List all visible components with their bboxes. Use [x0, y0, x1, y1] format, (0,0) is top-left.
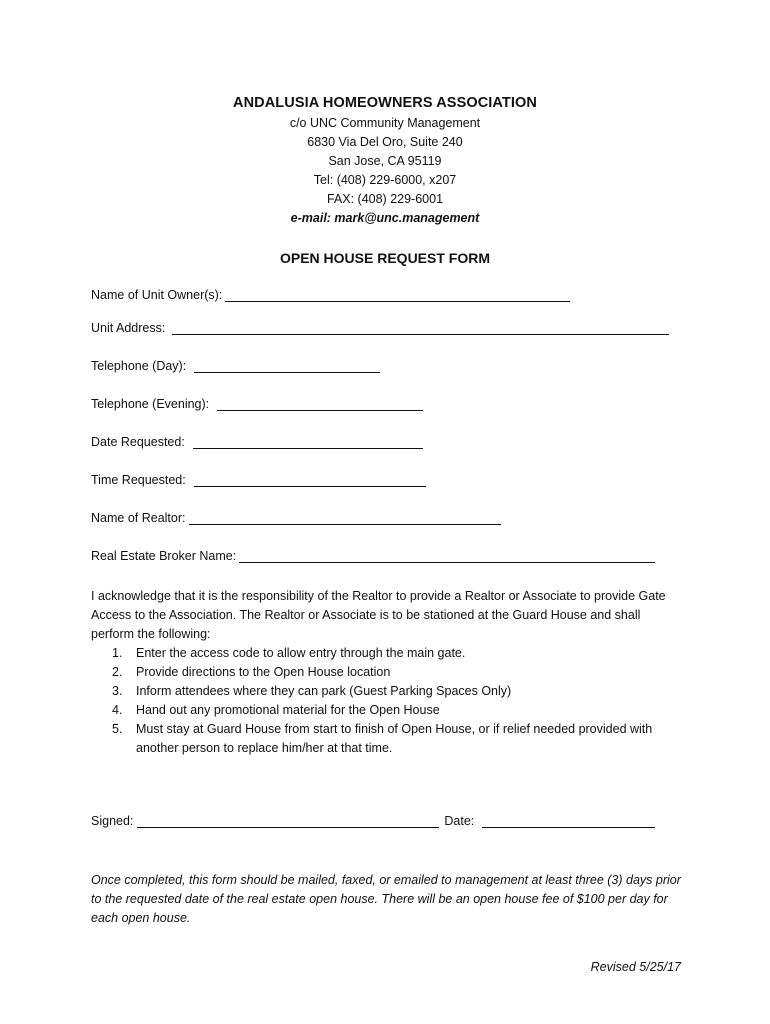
fax-line: FAX: (408) 229-6001 [326, 192, 444, 206]
telephone-evening-blank[interactable] [217, 397, 423, 411]
date-label: Date: [444, 814, 475, 828]
time-requested-blank[interactable] [194, 473, 426, 487]
unit-owner-blank[interactable] [225, 288, 570, 302]
signature-date-blank[interactable] [482, 814, 655, 828]
city-state-zip: San Jose, CA 95119 [328, 154, 442, 168]
form-title: OPEN HOUSE REQUEST FORM [279, 250, 491, 266]
telephone-line: Tel: (408) 229-6000, x207 [313, 173, 457, 187]
letterhead [0, 95, 770, 228]
signature-field [91, 814, 655, 828]
signature-blank[interactable] [137, 814, 439, 828]
broker-name-blank[interactable] [239, 549, 655, 563]
telephone-day-field [91, 359, 380, 373]
duty-item: 1. Enter the access code to allow entry through the main gate. [112, 646, 466, 660]
duties-list [91, 644, 681, 758]
email-line: e-mail: mark@unc.management [290, 211, 480, 225]
street-address: 6830 Via Del Oro, Suite 240 [307, 135, 463, 149]
telephone-evening-label: Telephone (Evening): [91, 397, 210, 411]
time-requested-field [91, 473, 426, 487]
revision-date: Revised 5/25/17 [590, 960, 681, 974]
unit-address-label: Unit Address: [91, 321, 166, 335]
realtor-name-blank[interactable] [189, 511, 501, 525]
telephone-day-label: Telephone (Day): [91, 359, 187, 373]
time-requested-label: Time Requested: [91, 473, 186, 487]
duty-item: 3. Inform attendees where they can park (Guest Parking Spaces Only) [112, 684, 512, 698]
unit-address-field [91, 321, 669, 335]
duty-item: 5. Must stay at Guard House from start to finish of Open House, or if relief needed provided with another person to replace him/her at that time. [112, 722, 653, 755]
signed-label: Signed: [91, 814, 134, 828]
date-requested-blank[interactable] [193, 435, 423, 449]
submission-note: Once completed, this form should be mailed, faxed, or emailed to management at least three (3) days prior to the requested date of the real estate open house. There will be an open house fee of $100 per day for each open house. [91, 873, 681, 925]
organization-name: ANDALUSIA HOMEOWNERS ASSOCIATION [233, 95, 537, 111]
realtor-name-label: Name of Realtor: [91, 511, 186, 525]
realtor-name-field [91, 511, 501, 525]
acknowledgement-intro: I acknowledge that it is the responsibility of the Realtor to provide a Realtor or Associate to provide Gate Access to the Association. The Realtor or Associate is to be stationed at the Guard House and shall perform the following: [91, 589, 666, 641]
unit-address-blank[interactable] [172, 321, 669, 335]
acknowledgement-section [91, 587, 681, 758]
unit-owner-label: Name of Unit Owner(s): [91, 288, 223, 302]
duty-item: 4. Hand out any promotional material for the Open House [112, 703, 440, 717]
care-of-line: c/o UNC Community Management [289, 116, 481, 130]
telephone-evening-field [91, 397, 423, 411]
date-requested-field [91, 435, 423, 449]
broker-name-label: Real Estate Broker Name: [91, 549, 237, 563]
broker-name-field [91, 549, 655, 563]
duty-item: 2. Provide directions to the Open House location [112, 665, 391, 679]
telephone-day-blank[interactable] [194, 359, 380, 373]
date-requested-label: Date Requested: [91, 435, 185, 449]
unit-owner-field [91, 288, 570, 302]
